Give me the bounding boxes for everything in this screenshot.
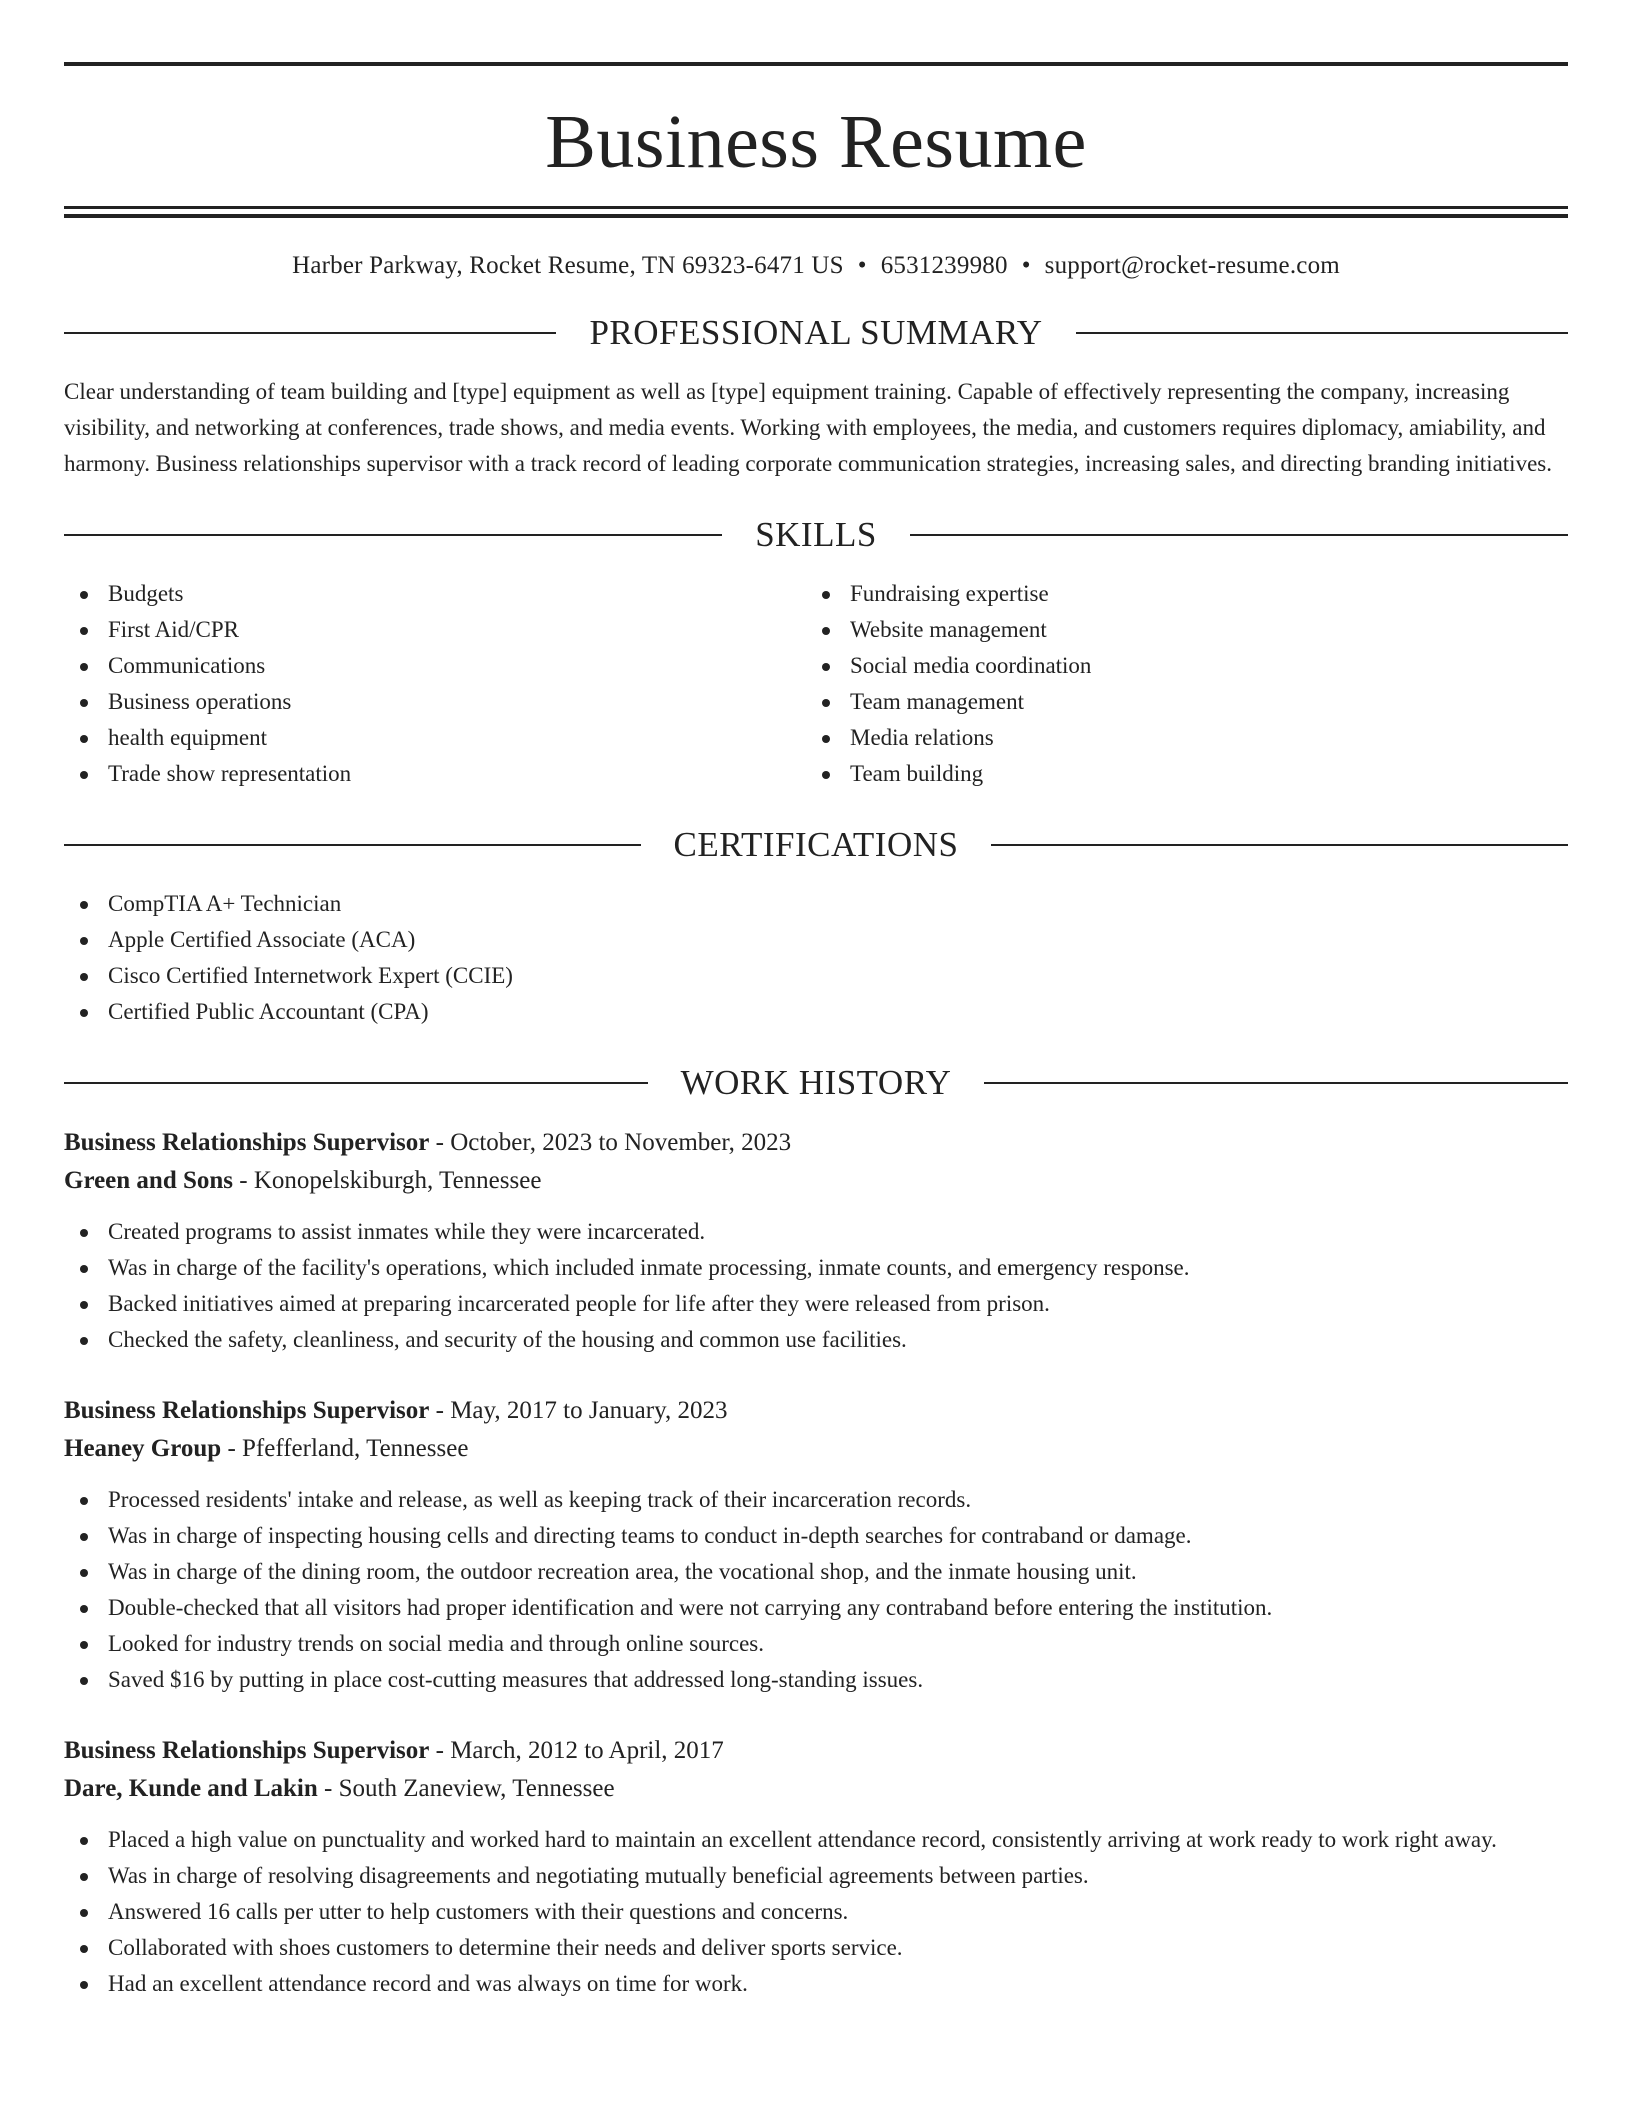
skills-list [64, 576, 1568, 792]
contact-phone: 6531239980 [880, 252, 1008, 279]
section-rule-right [991, 844, 1568, 846]
job-title: Business Relationships Supervisor [64, 1129, 430, 1156]
skills-section-header [64, 512, 1568, 558]
contact-email: support@rocket-resume.com [1044, 252, 1340, 279]
job-duties-list [64, 1822, 1568, 2002]
skill-item: Trade show representation [64, 756, 806, 792]
job-location: - South Zaneview, Tennessee [317, 1775, 615, 1802]
summary-text: Clear understanding of team building and [type] equipment as well as [type] equipment training. Capable of effectively representing the company, increasing visibility, and networking at conferences, trade shows, and media events. Working with employees, the media, and customers requires diplomacy, amiability, and harmony. Business relationships supervisor with a track record of leading corporate communication strategies, increasing sales, and directing branding initiatives. [64, 379, 1552, 476]
job-company: Heaney Group [64, 1435, 222, 1462]
job-title-line [64, 1124, 1568, 1162]
job-title: Business Relationships Supervisor [64, 1737, 430, 1764]
job-dates: - October, 2023 to November, 2023 [429, 1129, 792, 1156]
resume-page [64, 62, 1568, 2002]
job-duty: Was in charge of inspecting housing cells and directing teams to conduct in-depth searches for contraband or damage. [64, 1518, 1568, 1554]
skill-item: Social media coordination [806, 648, 1548, 684]
job-duty: Was in charge of the dining room, the outdoor recreation area, the vocational shop, and the inmate housing unit. [64, 1554, 1568, 1590]
top-rule [64, 62, 1568, 66]
job-duty: Processed residents' intake and release, as well as keeping track of their incarceration records. [64, 1482, 1568, 1518]
job-location: - Konopelskiburgh, Tennessee [233, 1167, 542, 1194]
skills-heading: SKILLS [755, 515, 877, 554]
job-company: Green and Sons [64, 1167, 234, 1194]
section-rule-left [64, 1082, 648, 1084]
job-duty: Double-checked that all visitors had proper identification and were not carrying any contraband before entering the institution. [64, 1590, 1568, 1626]
job-duty: Looked for industry trends on social media and through online sources. [64, 1626, 1568, 1662]
section-rule-right [910, 534, 1568, 536]
skill-item: Budgets [64, 576, 806, 612]
job-entry [64, 1732, 1568, 2002]
certification-item: Certified Public Accountant (CPA) [64, 994, 1568, 1030]
certification-item: Apple Certified Associate (ACA) [64, 922, 1568, 958]
resume-title: Business Resume [545, 100, 1087, 184]
job-duty: Placed a high value on punctuality and worked hard to maintain an excellent attendance record, consistently arriving at work ready to work right away. [64, 1822, 1568, 1858]
job-duty: Was in charge of resolving disagreements and negotiating mutually beneficial agreements between parties. [64, 1858, 1568, 1894]
skill-item: First Aid/CPR [64, 612, 806, 648]
job-title-line [64, 1392, 1568, 1430]
certifications-section-header [64, 822, 1568, 868]
job-dates: - May, 2017 to January, 2023 [429, 1397, 728, 1424]
section-rule-left [64, 844, 641, 846]
job-duty: Created programs to assist inmates while they were incarcerated. [64, 1214, 1568, 1250]
summary-heading: PROFESSIONAL SUMMARY [589, 313, 1043, 352]
job-entry [64, 1392, 1568, 1698]
section-rule-left [64, 332, 556, 334]
job-title-line [64, 1732, 1568, 1770]
certifications-heading: CERTIFICATIONS [673, 825, 959, 864]
job-company-line [64, 1430, 1568, 1468]
section-rule-right [984, 1082, 1568, 1084]
skill-item: health equipment [64, 720, 806, 756]
job-title: Business Relationships Supervisor [64, 1397, 430, 1424]
work-history-heading: WORK HISTORY [680, 1063, 952, 1102]
title-double-rule [64, 206, 1568, 218]
job-duty: Checked the safety, cleanliness, and security of the housing and common use facilities. [64, 1322, 1568, 1358]
skill-item: Media relations [806, 720, 1548, 756]
job-duty: Saved $16 by putting in place cost-cutting measures that addressed long-standing issues. [64, 1662, 1568, 1698]
certifications-list [64, 886, 1568, 1030]
contact-separator: • [857, 252, 867, 279]
job-company-line [64, 1162, 1568, 1200]
certification-item: CompTIA A+ Technician [64, 886, 1568, 922]
job-entry [64, 1124, 1568, 1358]
contact-address: Harber Parkway, Rocket Resume, TN 69323-6471 US [292, 252, 844, 279]
skills-column-left [64, 576, 806, 792]
job-duty: Answered 16 calls per utter to help customers with their questions and concerns. [64, 1894, 1568, 1930]
job-company: Dare, Kunde and Lakin [64, 1775, 318, 1802]
job-duties-list [64, 1482, 1568, 1698]
job-duty: Backed initiatives aimed at preparing incarcerated people for life after they were released from prison. [64, 1286, 1568, 1322]
skill-item: Business operations [64, 684, 806, 720]
contact-separator: • [1021, 252, 1031, 279]
job-dates: - March, 2012 to April, 2017 [429, 1737, 724, 1764]
skill-item: Fundraising expertise [806, 576, 1548, 612]
skills-column-right [806, 576, 1548, 792]
job-duty: Had an excellent attendance record and was always on time for work. [64, 1966, 1568, 2002]
summary-section-header [64, 310, 1568, 356]
skill-item: Website management [806, 612, 1548, 648]
skill-item: Communications [64, 648, 806, 684]
job-duty: Collaborated with shoes customers to determine their needs and deliver sports service. [64, 1930, 1568, 1966]
contact-line [64, 252, 1568, 280]
work-history-section-header [64, 1060, 1568, 1106]
section-rule-right [1076, 332, 1568, 334]
job-duties-list [64, 1214, 1568, 1358]
certification-item: Cisco Certified Internetwork Expert (CCIE) [64, 958, 1568, 994]
section-rule-left [64, 534, 722, 536]
skill-item: Team management [806, 684, 1548, 720]
job-duty: Was in charge of the facility's operations, which included inmate processing, inmate counts, and emergency response. [64, 1250, 1568, 1286]
skill-item: Team building [806, 756, 1548, 792]
job-company-line [64, 1770, 1568, 1808]
job-location: - Pfefferland, Tennessee [221, 1435, 469, 1462]
